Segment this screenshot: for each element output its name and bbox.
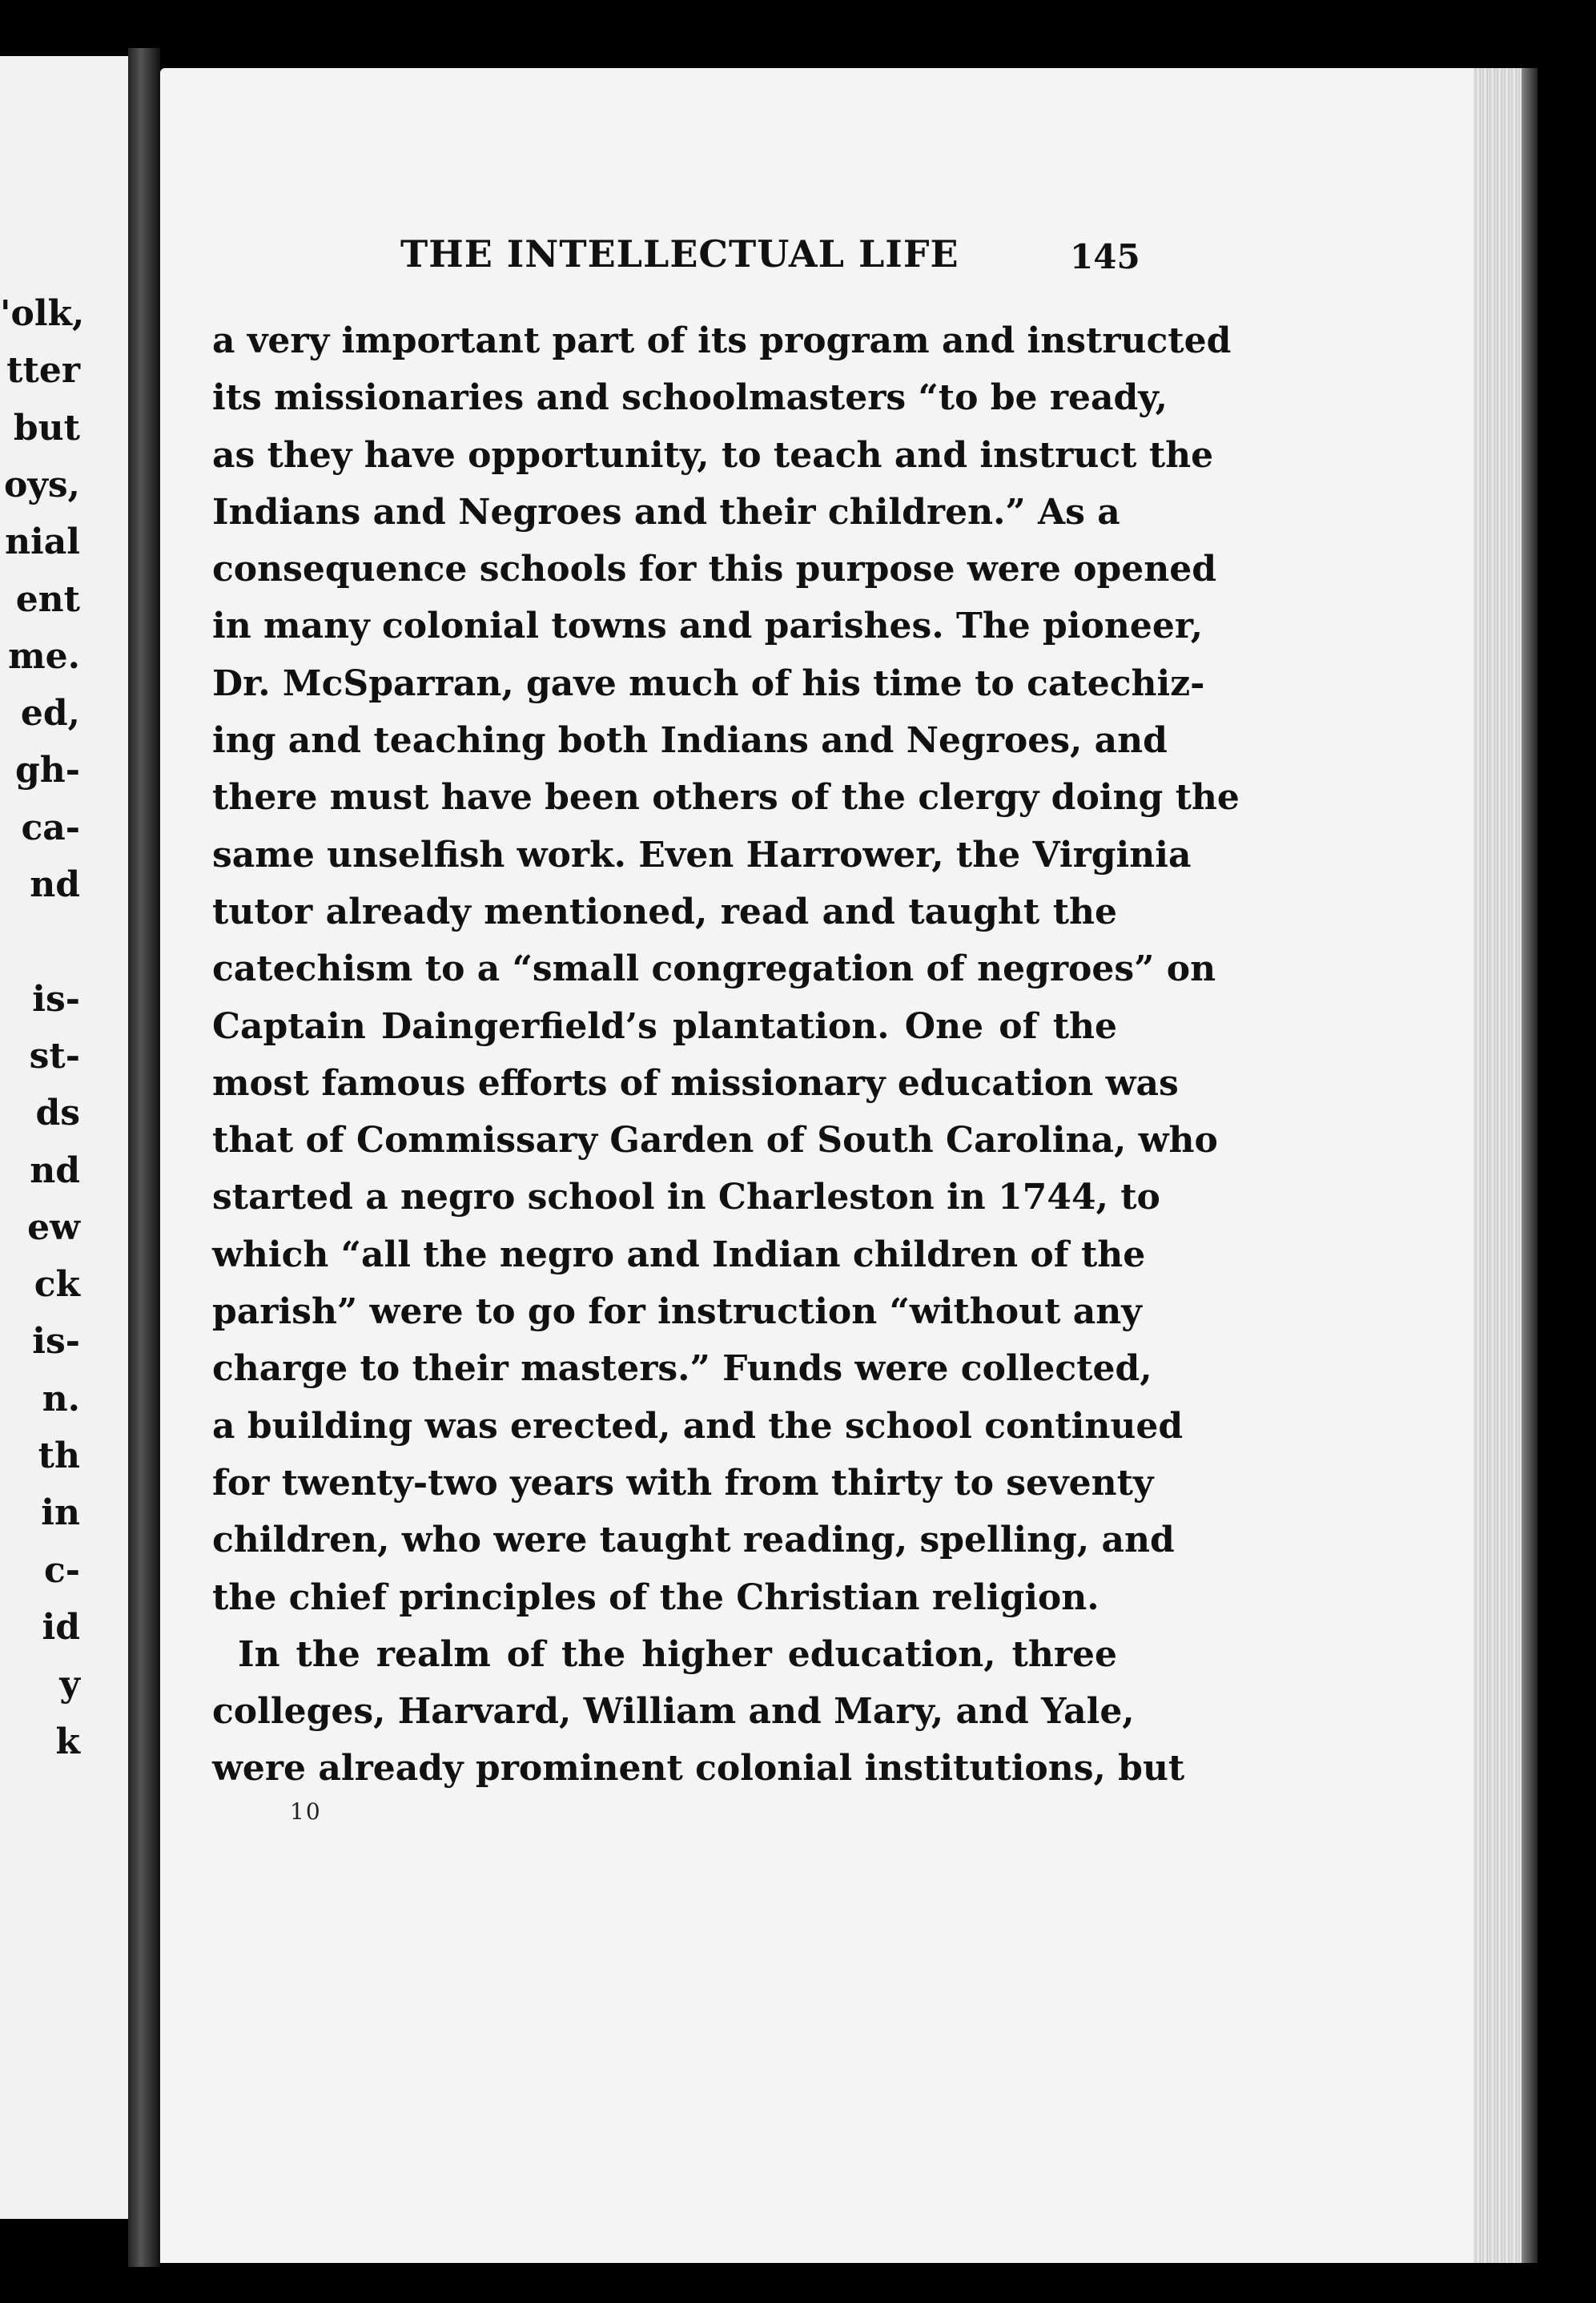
text-line: were already prominent colonial institutions, but <box>212 1748 1185 1790</box>
text-line: the chief principles of the Christian religion. <box>212 1576 1100 1618</box>
text-line: a building was erected, and the school continued <box>212 1405 1184 1447</box>
text-line: which “all the negro and Indian children of the <box>212 1234 1146 1275</box>
text-line: started a negro school in Charleston in 1744, to <box>212 1177 1160 1218</box>
left-page-fragment: id <box>42 1606 80 1648</box>
left-page-fragment: ck <box>34 1264 80 1306</box>
text-line: in many colonial towns and parishes. The pioneer, <box>212 606 1204 647</box>
body-text <box>212 312 1240 1798</box>
page-number: 145 <box>1070 237 1140 276</box>
left-page-fragment: gh- <box>14 750 80 791</box>
left-page-fragment: nd <box>30 1149 80 1191</box>
text-line: consequence schools for this purpose were opened <box>212 549 1217 590</box>
text-line: catechism to a “small congregation of negroes” on <box>212 948 1216 990</box>
left-page-fragment: 'olk, <box>0 293 85 334</box>
left-page-fragment: but <box>13 407 80 449</box>
left-page-fragment: ed, <box>20 693 80 735</box>
text-line: parish” were to go for instruction “without any <box>212 1291 1142 1333</box>
text-line: charge to their masters.” Funds were collected, <box>212 1348 1152 1390</box>
text-line: In the realm of the higher education, three <box>238 1633 1117 1675</box>
running-head: THE INTELLECTUAL LIFE <box>400 232 959 276</box>
book-gutter <box>128 48 160 2267</box>
text-line: tutor already mentioned, read and taught the <box>212 891 1117 932</box>
text-line: there must have been others of the clergy doing the <box>212 777 1240 819</box>
text-line: Captain Daingerfield’s plantation. One of the <box>212 1005 1117 1047</box>
text-line: as they have opportunity, to teach and instruct the <box>212 434 1214 476</box>
left-page-fragment: in <box>41 1492 80 1534</box>
text-line: a very important part of its program and instructed <box>212 320 1232 361</box>
text-line: ing and teaching both Indians and Negroes, and <box>212 720 1168 762</box>
text-line: same unselfish work. Even Harrower, the Virginia <box>212 834 1192 876</box>
text-line: Dr. McSparran, gave much of his time to catechiz- <box>212 662 1205 704</box>
left-page-fragment: tter <box>6 350 80 392</box>
left-page-fragment: ca- <box>21 807 80 848</box>
left-page-fragment: st- <box>29 1035 80 1077</box>
left-page-fragment: ds <box>35 1093 80 1134</box>
left-page-fragment: th <box>38 1435 80 1476</box>
text-line: for twenty-two years with from thirty to seventy <box>212 1462 1154 1504</box>
text-line: colleges, Harvard, William and Mary, and Yale, <box>212 1691 1135 1733</box>
left-page-fragment: me. <box>8 635 80 677</box>
text-line: most famous efforts of missionary education was <box>212 1062 1179 1104</box>
page-edge-shadow <box>1522 68 1538 2263</box>
left-page-fragment: ent <box>15 578 80 620</box>
left-page-fragment: ew <box>27 1206 80 1248</box>
left-page-fragment: k <box>55 1721 80 1762</box>
left-page-fragment: n. <box>42 1378 80 1419</box>
text-line: children, who were taught reading, spelling, and <box>212 1520 1175 1561</box>
left-page-fragment: is- <box>32 1321 80 1363</box>
left-page-fragment: nial <box>5 521 80 563</box>
signature-mark: 10 <box>290 1798 322 1825</box>
left-page-fragment: oys, <box>3 464 80 505</box>
text-line: Indians and Negroes and their children.” As a <box>212 491 1120 533</box>
text-line: its missionaries and schoolmasters “to be ready, <box>212 377 1168 419</box>
left-page-fragment: y <box>59 1664 80 1705</box>
text-line: that of Commissary Garden of South Carolina, who <box>212 1120 1218 1162</box>
left-page-fragment: nd <box>30 864 80 905</box>
left-page-fragment: is- <box>32 978 80 1020</box>
left-facing-page <box>0 56 128 2219</box>
left-page-fragment: c- <box>43 1549 80 1591</box>
